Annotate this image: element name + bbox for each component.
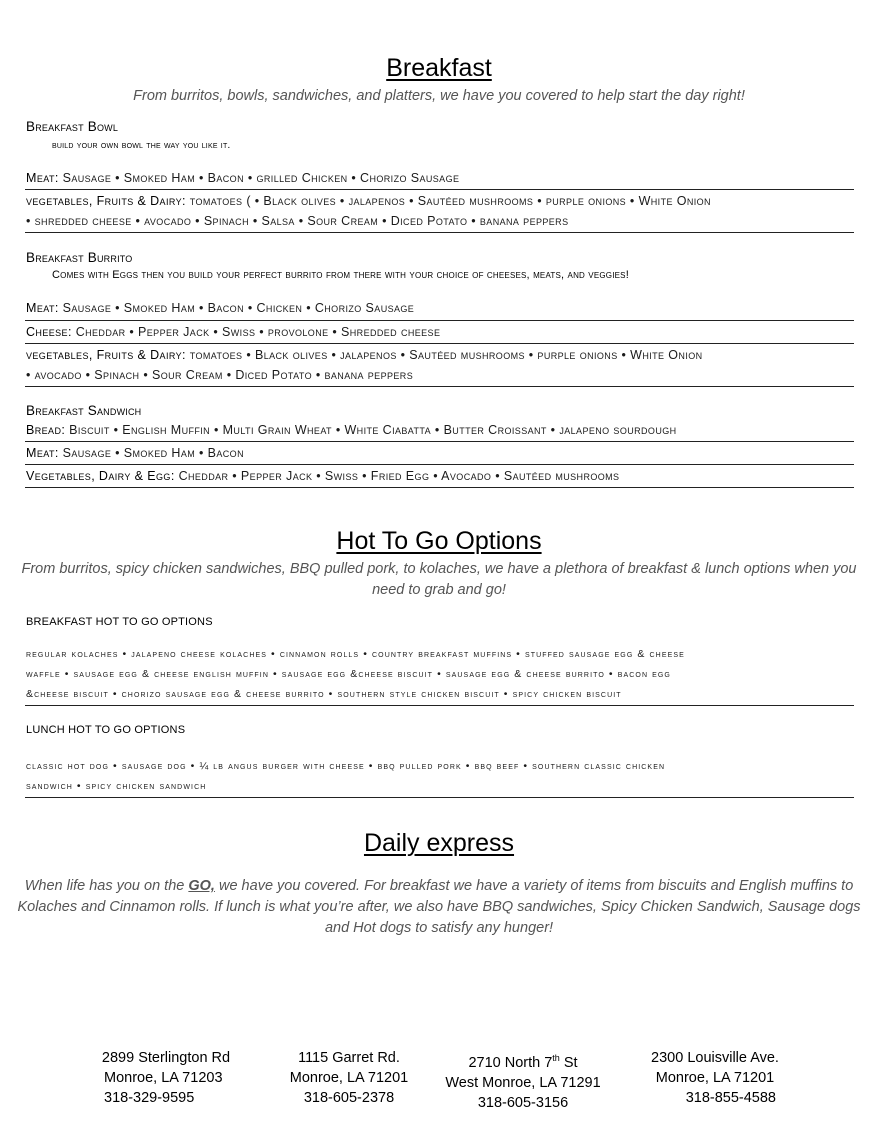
breakfast-hot-to-go-heading: BREAKFAST HOT TO GO OPTIONS — [26, 616, 213, 628]
burrito-meat-row — [26, 301, 414, 315]
location-street: 1115 Garret Rd. — [298, 1050, 400, 1066]
location-2 — [282, 1048, 416, 1108]
daily-express-intro-2: Kolaches and Cinnamon rolls. If lunch is what you’re after, we also have BBQ sandwiches, Spicy Chicken Sandwich, Sausage dogs — [17, 899, 861, 915]
sandwich-bread-items: Biscuit • English Muffin • Multi Grain Wheat • White Ciabatta • Butter Croissant • jalapeno sourdough — [69, 423, 677, 437]
divider — [25, 232, 854, 233]
location-phone: 318-855-4588 — [685, 1090, 776, 1106]
sandwich-veg-items: Cheddar • Pepper Jack • Swiss • Fried Egg • Avocado • Sautéed mushrooms — [178, 469, 620, 483]
location-street: 2710 North 7th St — [468, 1053, 578, 1071]
divider — [25, 797, 854, 798]
sandwich-veg-row — [26, 469, 619, 483]
daily-express-intro-3: and Hot dogs to satisfy any hunger! — [324, 920, 554, 936]
daily-express-intro-pre: When life has you on the — [24, 878, 189, 894]
hot-to-go-intro-2: need to grab and go! — [372, 582, 506, 598]
burrito-meat-label: Meat: — [26, 301, 59, 315]
divider — [25, 705, 854, 706]
location-phone: 318-605-2378 — [303, 1090, 395, 1106]
location-city: Monroe, LA 71201 — [655, 1070, 775, 1086]
lunch-hot-to-go-line-2: sandwich • spicy chicken sandwich — [26, 780, 207, 792]
burrito-cheese-items: Cheddar • Pepper Jack • Swiss • provolone • Shredded cheese — [75, 325, 441, 339]
lunch-hot-to-go-line-1: classic hot dog • sausage dog • ¼ lb angus burger with cheese • bbq pulled pork • bbq beef • southern classic chicken — [26, 760, 666, 772]
burrito-veg-items-1: tomatoes • Black olives • jalapenos • Sautéed mushrooms • purple onions • White Onion — [189, 348, 703, 362]
breakfast-bowl-subtitle: build your own bowl the way you like it. — [52, 139, 231, 151]
burrito-veg-label: vegetables, Fruits & Dairy: — [26, 348, 186, 362]
burrito-cheese-label: Cheese: — [26, 325, 72, 339]
location-city: Monroe, LA 71201 — [289, 1070, 409, 1086]
burrito-veg-row — [26, 348, 703, 362]
location-city: West Monroe, LA 71291 — [445, 1074, 601, 1091]
sandwich-bread-row — [26, 423, 677, 437]
location-4 — [640, 1048, 790, 1108]
divider — [25, 464, 854, 465]
breakfast-intro: From burritos, bowls, sandwiches, and platters, we have you covered to help start the day right! — [133, 88, 745, 104]
bowl-meat-row — [26, 171, 459, 185]
bowl-meat-label: Meat: — [26, 171, 59, 185]
divider — [25, 487, 854, 488]
daily-express-title: Daily express — [363, 829, 515, 857]
daily-express-intro-post: we have you covered. For breakfast we have a variety of items from biscuits and English muffins to — [214, 878, 854, 894]
divider — [25, 320, 854, 321]
breakfast-burrito-title: Breakfast Burrito — [26, 250, 133, 265]
location-city: Monroe, LA 71203 — [104, 1070, 223, 1086]
sandwich-bread-label: Bread: — [26, 423, 66, 437]
bowl-veg-label: vegetables, Fruits & Dairy: — [26, 194, 186, 208]
hot-to-go-intro-1: From burritos, spicy chicken sandwiches, BBQ pulled pork, to kolaches, we have a plethora of breakfast & lunch options when you — [21, 561, 857, 577]
breakfast-hot-to-go-line-1: regular kolaches • jalapeno cheese kolaches • cinnamon rolls • country breakfast muffins • stuffed sausage egg & cheese — [26, 648, 685, 660]
divider — [25, 189, 854, 190]
breakfast-title: Breakfast — [386, 54, 492, 82]
sandwich-veg-label: Vegetables, Dairy & Egg: — [26, 469, 175, 483]
location-1 — [96, 1048, 236, 1108]
location-phone: 318-605-3156 — [477, 1094, 569, 1111]
divider — [25, 343, 854, 344]
divider — [25, 441, 854, 442]
breakfast-hot-to-go-line-3: &cheese biscuit • chorizo sausage egg & cheese burrito • southern style chicken biscuit • spicy chicken biscuit — [26, 688, 622, 700]
breakfast-bowl-title: Breakfast Bowl — [26, 119, 119, 134]
breakfast-hot-to-go-line-2: waffle • sausage egg & cheese english muffin • sausage egg &cheese biscuit • sausage egg & cheese burrito • bacon egg — [26, 668, 671, 680]
sandwich-meat-row — [26, 446, 244, 460]
bowl-veg-items-2: • shredded cheese • avocado • Spinach • Salsa • Sour Cream • Diced Potato • banana peppers — [26, 214, 569, 228]
burrito-meat-items: Sausage • Smoked Ham • Bacon • Chicken • Chorizo Sausage — [62, 301, 415, 315]
breakfast-burrito-subtitle: Comes with Eggs then you build your perfect burrito from there with your choice of cheeses, meats, and veggies! — [52, 269, 629, 281]
daily-express-go: GO, — [188, 878, 215, 894]
location-phone: 318-329-9595 — [104, 1090, 195, 1106]
sandwich-meat-items: Sausage • Smoked Ham • Bacon — [62, 446, 244, 460]
location-3 — [440, 1048, 606, 1113]
burrito-cheese-row — [26, 325, 440, 339]
sandwich-meat-label: Meat: — [26, 446, 59, 460]
daily-express-intro-1 — [0, 876, 878, 897]
location-street: 2899 Sterlington Rd — [101, 1050, 231, 1066]
hot-to-go-title: Hot To Go Options — [336, 527, 542, 555]
location-street: 2300 Louisville Ave. — [651, 1050, 779, 1066]
burrito-veg-items-2: • avocado • Spinach • Sour Cream • Diced Potato • banana peppers — [26, 368, 414, 382]
lunch-hot-to-go-heading: LUNCH HOT TO GO OPTIONS — [26, 724, 186, 736]
bowl-meat-items: Sausage • Smoked Ham • Bacon • grilled Chicken • Chorizo Sausage — [62, 171, 460, 185]
breakfast-sandwich-title: Breakfast Sandwich — [26, 403, 142, 418]
divider — [25, 386, 854, 387]
bowl-veg-items-1: tomatoes ( • Black olives • jalapenos • Sautéed mushrooms • purple onions • White Onion — [189, 194, 711, 208]
bowl-veg-row — [26, 194, 711, 208]
